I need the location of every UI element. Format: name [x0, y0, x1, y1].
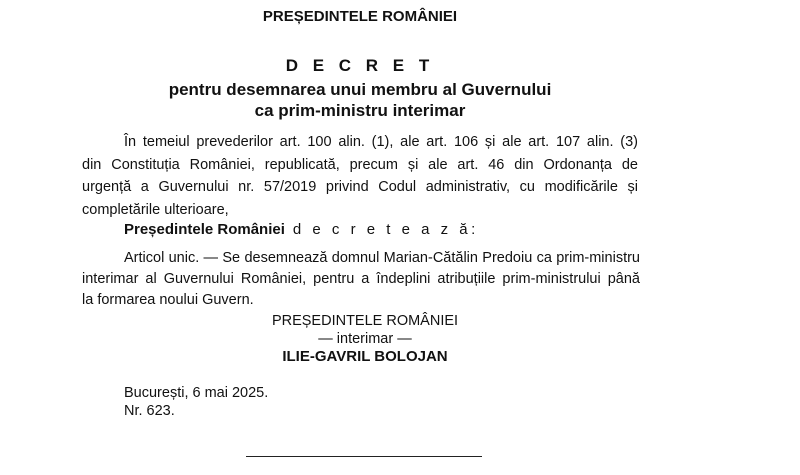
decree-subtitle-line-1: pentru desemnarea unui membru al Guvernului	[168, 80, 552, 99]
place-and-date: București, 6 mai 2025.	[124, 385, 269, 401]
preamble-line: completările ulterioare,	[82, 201, 229, 218]
preamble-line: urgență a Guvernului nr. 57/2019 privind Codul administrativ, cu modificările și	[82, 179, 638, 195]
decree-verb: d e c r e t e a z ă:	[292, 221, 479, 238]
preamble-line: În temeiul prevederilor art. 100 alin. (1), ale art. 106 și ale art. 107 alin. (3)	[124, 134, 638, 150]
decree-formula	[124, 221, 479, 238]
signature-title: PREȘEDINTELE ROMÂNIEI	[271, 313, 459, 329]
article-line: interimar al Guvernului României, pentru a îndeplini atribuțiile prim-ministrului până	[82, 271, 640, 287]
decree-subtitle-line-2: ca prim-ministru interimar	[254, 101, 466, 120]
article-line: Articol unic. — Se desemnează domnul Marian-Cătălin Predoiu ca prim-ministru	[124, 250, 640, 266]
issuer-heading: PREȘEDINTELE ROMÂNIEI	[262, 8, 458, 25]
single-article	[82, 248, 640, 311]
decree-title: D E C R E T	[285, 56, 435, 75]
decree-subject: Președintele României	[124, 221, 285, 238]
footer-divider	[246, 456, 482, 457]
article-line: la formarea noului Guvern.	[82, 292, 254, 308]
signature-role: — interimar —	[318, 331, 412, 347]
signature-name: ILIE-GAVRIL BOLOJAN	[282, 348, 448, 365]
preamble-line: din Constituția României, republicată, precum și ale art. 46 din Ordonanța de	[82, 156, 638, 173]
decree-number: Nr. 623.	[124, 403, 175, 419]
preamble-paragraph	[82, 131, 638, 221]
